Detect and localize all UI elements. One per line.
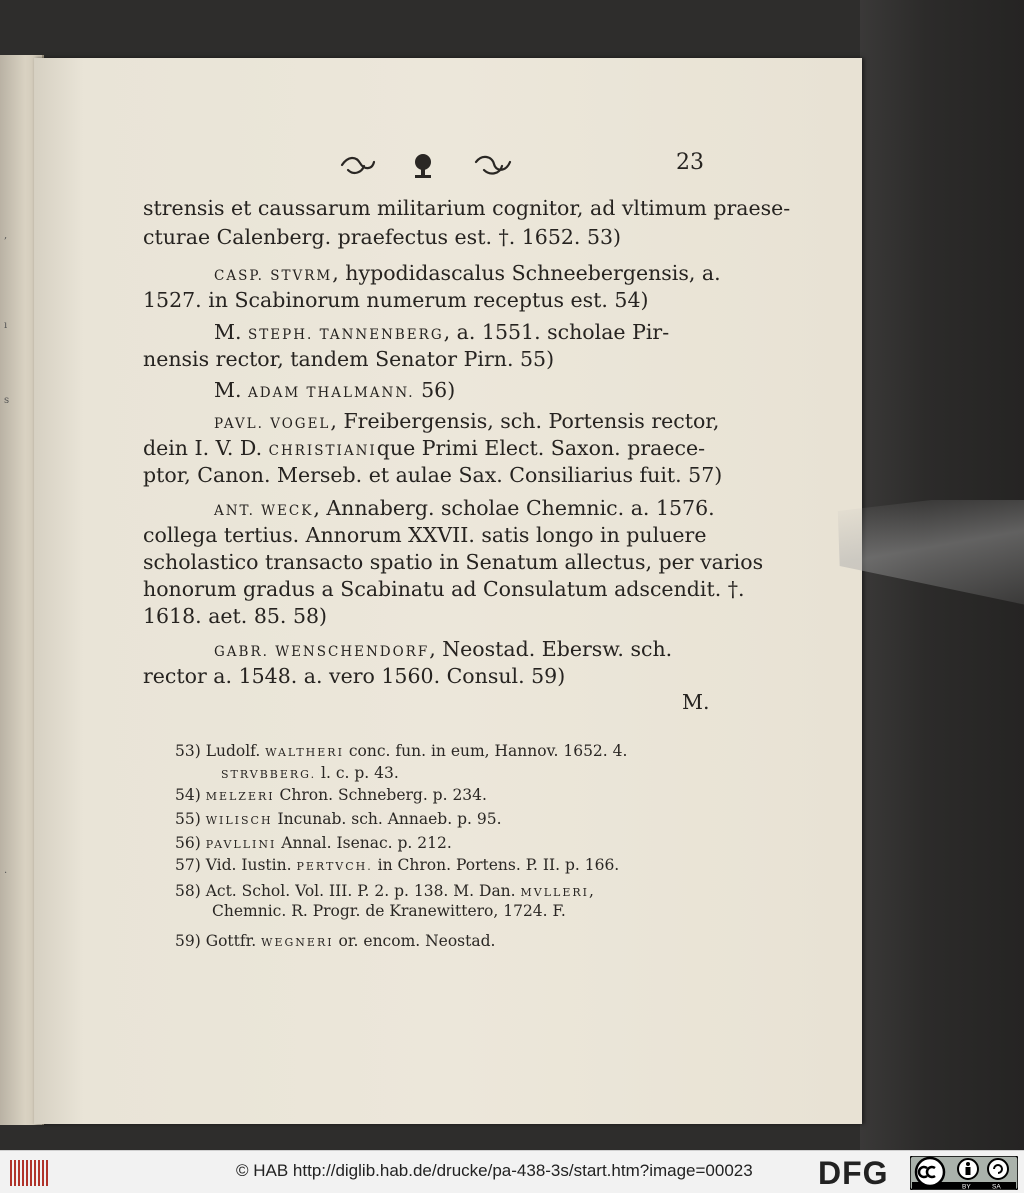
text-run: scholastico transacto spatio in Senatum allectus, per varios [143, 550, 764, 574]
body-line [143, 604, 327, 628]
footnote-line [175, 882, 594, 900]
footer-bar [0, 1150, 1024, 1193]
small-caps-name: PAVL. VOGEL [214, 416, 331, 432]
text-run: l. c. p. 43. [316, 764, 399, 782]
text-run: 55) [175, 810, 206, 828]
small-caps-name: ADAM THALMANN. [248, 385, 415, 401]
text-run: , Annaberg. scholae Chemnic. a. 1576. [313, 496, 715, 520]
text-run: M. [214, 378, 249, 402]
small-caps-name: MELZERI [205, 790, 275, 803]
body-line [214, 409, 719, 433]
text-run: M. [214, 320, 249, 344]
body-line [214, 637, 672, 661]
body-line [143, 550, 763, 574]
text-run: 53) Ludolf. [175, 742, 266, 760]
text-run: dein I. V. D. [143, 436, 269, 460]
body-line [214, 320, 669, 344]
small-caps-name: STRVBBERG. [221, 768, 317, 781]
body-line [143, 664, 565, 688]
body-line [143, 347, 554, 371]
body-line [143, 523, 706, 547]
text-run: collega tertius. Annorum XXVII. satis longo in puluere [143, 523, 707, 547]
permalink[interactable]: © HAB http://diglib.hab.de/drucke/pa-438-3s/start.htm?image=00023 [236, 1161, 753, 1180]
text-run: nensis rector, tandem Senator Pirn. 55) [143, 347, 555, 371]
text-run: Chron. Schneberg. p. 234. [274, 786, 487, 804]
small-caps-name: MVLLERI [520, 886, 590, 899]
ornament-icon [334, 150, 524, 180]
small-caps-name: WALTHERI [265, 746, 344, 759]
body-line [214, 261, 721, 285]
text-run: , [589, 882, 594, 900]
cc-license-icon[interactable] [910, 1156, 1018, 1190]
small-caps-name: STEPH. TANNENBERG [248, 327, 444, 343]
previous-page-edge: , ı s . [0, 55, 44, 1125]
text-run: cturae Calenberg. praefectus est. †. 1652. 53) [143, 225, 622, 249]
footnote-line [212, 902, 566, 920]
footnote-line [175, 786, 487, 804]
small-caps-name: CASP. STVRM [214, 268, 333, 284]
small-caps-name: ANT. WECK [214, 503, 314, 519]
text-run: 56) [175, 834, 206, 852]
text-run: , a. 1551. scholae Pir- [443, 320, 670, 344]
text-run: , Neostad. Ebersw. sch. [429, 637, 673, 661]
body-line [143, 196, 790, 220]
small-caps-name: PAVLLINI [205, 838, 277, 851]
footnote-line [175, 742, 627, 760]
text-run: , Freibergensis, sch. Portensis rector, [330, 409, 720, 433]
small-caps-name: WILISCH [205, 814, 273, 827]
footnote-line [175, 856, 619, 874]
text-run: Annal. Isenac. p. 212. [276, 834, 452, 852]
body-line [214, 378, 455, 402]
hab-logo-icon [10, 1160, 48, 1186]
text-run: in Chron. Portens. P. II. p. 166. [372, 856, 620, 874]
text-run: conc. fun. in eum, Hannov. 1652. 4. [343, 742, 628, 760]
text-run: or. encom. Neostad. [333, 932, 496, 950]
text-run: 54) [175, 786, 206, 804]
text-run: Chemnic. R. Progr. de Kranewittero, 1724. F. [212, 902, 566, 920]
text-run: strensis et caussarum militarium cognitor, ad vltimum praese- [143, 196, 791, 220]
body-line [143, 577, 745, 601]
footnote-line [175, 932, 495, 950]
small-caps-name: PERTVCH. [296, 860, 373, 873]
body-line [143, 463, 722, 487]
text-run: , hypodidascalus Schneebergensis, a. [332, 261, 721, 285]
footnote-line [221, 764, 399, 782]
footnote-line [175, 834, 452, 852]
body-line [143, 225, 621, 249]
text-run: 1618. aet. 85. 58) [143, 604, 328, 628]
body-line [143, 288, 649, 312]
text-run: ptor, Canon. Merseb. et aulae Sax. Consiliarius fuit. 57) [143, 463, 723, 487]
license-by-label: BY [962, 1183, 971, 1190]
text-run: que Primi Elect. Saxon. praece- [376, 436, 706, 460]
small-caps-name: WEGNERI [261, 936, 334, 949]
small-caps-name: CHRISTIANI [268, 443, 377, 459]
license-sa-label: SA [992, 1183, 1001, 1190]
page-number: 23 [676, 150, 704, 175]
dfg-logo: DFG [818, 1155, 889, 1191]
text-run: 1527. in Scabinorum numerum receptus est. 54) [143, 288, 649, 312]
text-run: 58) Act. Schol. Vol. III. P. 2. p. 138. M. Dan. [175, 882, 521, 900]
text-run: 56) [414, 378, 456, 402]
catchword: M. [682, 690, 710, 714]
footnote-line [175, 810, 502, 828]
text-run: rector a. 1548. a. vero 1560. Consul. 59) [143, 664, 566, 688]
text-run: honorum gradus a Scabinatu ad Consulatum adscendit. †. [143, 577, 745, 601]
text-run: Incunab. sch. Annaeb. p. 95. [272, 810, 502, 828]
text-run: 57) Vid. Iustin. [175, 856, 297, 874]
body-line [214, 496, 715, 520]
text-run: 59) Gottfr. [175, 932, 262, 950]
small-caps-name: GABR. WENSCHENDORF [214, 644, 430, 660]
body-line [143, 436, 705, 460]
